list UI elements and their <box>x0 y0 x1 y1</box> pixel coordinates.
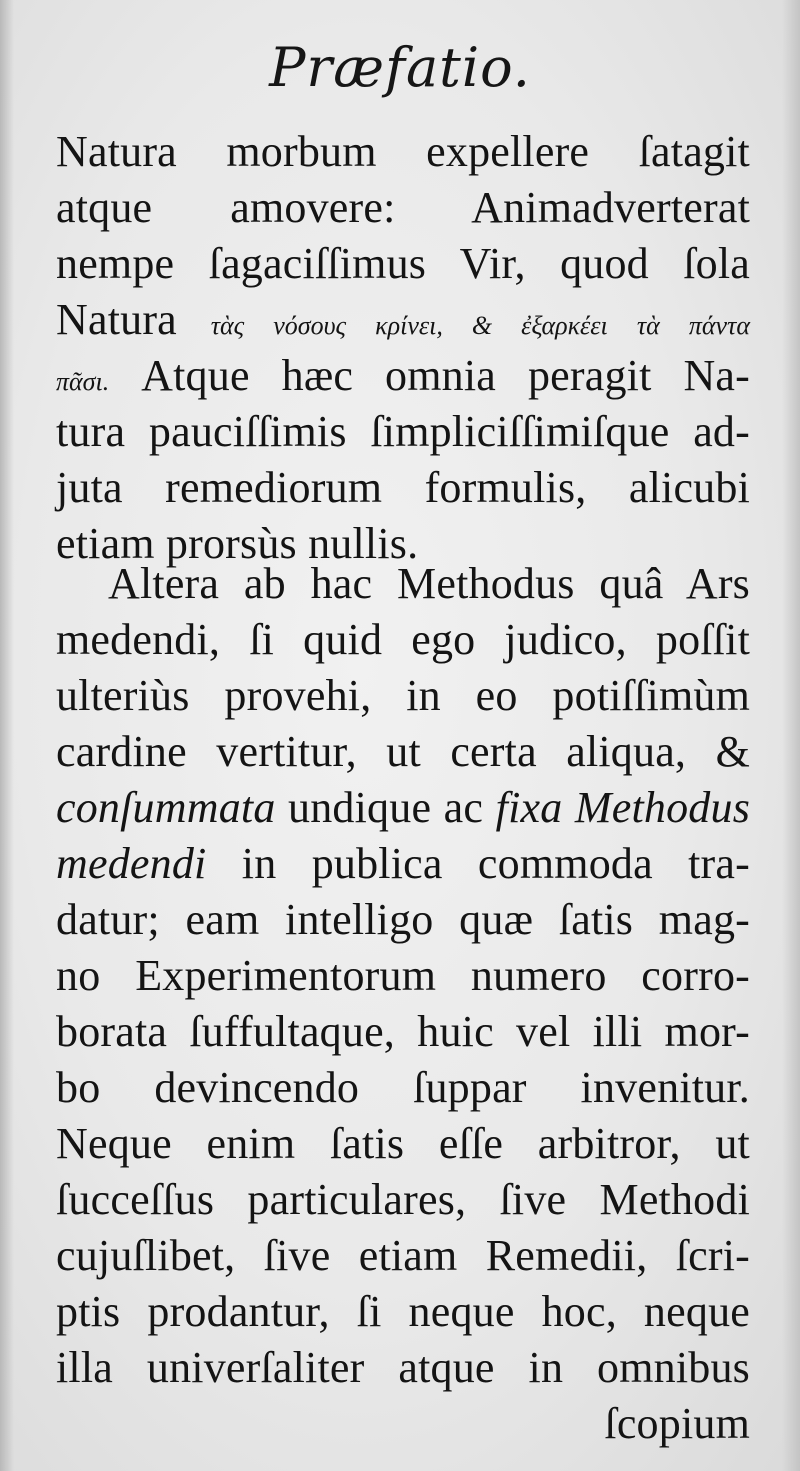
page-edge-shadow-right <box>782 0 800 1471</box>
text-line-21: cujuſlibet, ſive etiam Remedii, ſcri- <box>56 1231 750 1280</box>
text-line-5 <box>56 348 750 404</box>
page-title: Præfatio. <box>269 36 531 99</box>
text-line-16: no Experimentorum numero corro- <box>56 951 750 1000</box>
italic-phrase: fixa Methodus <box>495 783 751 832</box>
text-line-17: borata ſuffultaque, huic vel illi mor- <box>56 1007 750 1056</box>
text-line-10: medendi, ſi quid ego judico, poſſit <box>56 615 750 664</box>
page-edge-shadow-left <box>0 0 14 1471</box>
text-line-19: Neque enim ſatis eſſe arbitror, ut <box>56 1119 750 1168</box>
text-line-12: cardine vertitur, ut certa aliqua, & <box>56 727 750 776</box>
text-line-23: illa univerſaliter atque in omnibus <box>56 1343 750 1392</box>
text-line-7: juta remediorum formulis, alicubi <box>56 463 750 512</box>
text-line-3: nempe ſagaciſſimus Vir, quod ſola <box>56 239 750 288</box>
italic-phrase: conſummata <box>56 783 276 832</box>
text-phrase: undique ac <box>288 783 484 832</box>
catchword: ſcopium <box>604 1399 750 1448</box>
text-line-22: ptis prodantur, ſi neque hoc, neque <box>56 1287 750 1336</box>
text-phrase: Atque hæc omnia peragit Na- <box>141 351 750 400</box>
text-line-13 <box>56 780 750 836</box>
text-line-18: bo devincendo ſuppar invenitur. <box>56 1063 750 1112</box>
text-line-20: ſucceſſus particulares, ſive Methodi <box>56 1175 750 1224</box>
text-line-9: Altera ab hac Methodus quâ Ars <box>108 559 750 608</box>
text-line-15: datur; eam intelligo quæ ſatis mag- <box>56 895 750 944</box>
text-line-1: Natura morbum expellere ſatagit <box>56 127 750 176</box>
italic-word: medendi <box>56 839 207 888</box>
text-line-8: etiam prorsùs nullis. <box>56 519 419 568</box>
text-line-6: tura pauciſſimis ſimpliciſſimiſque ad- <box>56 407 750 456</box>
text-word: Natura <box>56 295 177 344</box>
greek-word: πᾶσι. <box>56 367 110 396</box>
text-line-11: ulteriùs provehi, in eo potiſſimùm <box>56 671 750 720</box>
text-line-14 <box>56 836 750 892</box>
text-phrase: in publica commoda tra- <box>241 839 750 888</box>
greek-phrase: τὰς νόσους κρίνει, & ἐξαρκέει τὰ πάντα <box>210 311 750 340</box>
text-line-2: atque amovere: Animadverterat <box>56 183 750 232</box>
text-line-4 <box>56 292 750 348</box>
